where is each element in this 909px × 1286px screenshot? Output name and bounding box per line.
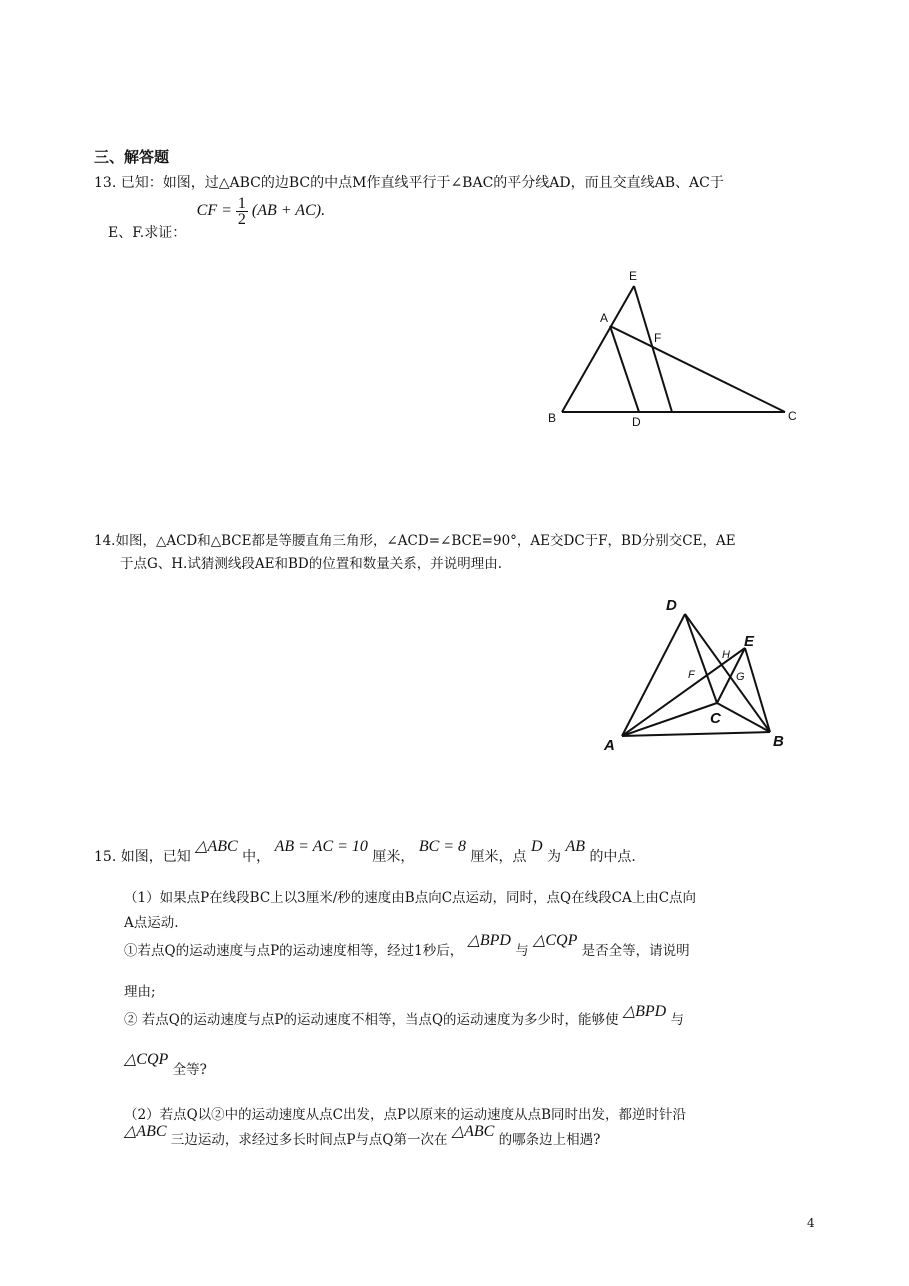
- q13-figure: [540, 262, 810, 432]
- q14-line-db: [685, 614, 770, 732]
- q15-p1a-line2: 理由;: [124, 984, 156, 1000]
- q15-intro-c: 厘米，: [372, 849, 415, 865]
- q14-label-a: A: [604, 737, 615, 754]
- q15-p1-line2: A点运动.: [124, 915, 179, 931]
- q15-p2-suffix: 的哪条边上相遇?: [498, 1132, 601, 1148]
- q13-label-e: E: [629, 269, 638, 283]
- q15-p1b-prefix: ② 若点Q的运动速度与点P的运动速度不相等，当点Q的运动速度为多少时，能够使: [124, 1012, 619, 1028]
- q15-p2-tri: △ABC: [124, 1123, 167, 1140]
- q15-p1a-suffix: 是否全等，请说明: [581, 943, 690, 959]
- q15-p1b-tri-cqp: △CQP: [124, 1051, 169, 1068]
- q15-tri-abc: △ABC: [195, 838, 238, 855]
- q15-intro-e: 为: [546, 849, 561, 865]
- q14-label-c: C: [710, 710, 721, 727]
- q13-formula-lhs: CF =: [196, 202, 232, 220]
- q14-label-b: B: [773, 733, 784, 750]
- q14-label-d: D: [666, 597, 677, 614]
- q15-p1a-tri-bpd: △BPD: [467, 932, 511, 949]
- q13-label-b: B: [548, 411, 557, 425]
- section-title: 三、解答题: [94, 148, 170, 166]
- q15-p2-tri2: △ABC: [451, 1123, 495, 1140]
- q15-p2-mid: 三边运动，求经过多长时间点P与点Q第一次在: [170, 1132, 448, 1148]
- q13-label-a: A: [600, 311, 609, 325]
- q15-p1a-prefix: ①若点Q的运动速度与点P的运动速度相等，经过1秒后，: [124, 943, 464, 959]
- q15-p1a-mid: 与: [515, 943, 529, 959]
- q13-label-c: C: [788, 409, 797, 423]
- q13-fraction: [236, 196, 248, 227]
- q15-intro-d: 厘米，点: [470, 849, 527, 865]
- q13-line-ac: [610, 326, 785, 412]
- q13-label-d: D: [632, 415, 641, 429]
- q14-label-g: G: [736, 671, 745, 683]
- q14-figure: [600, 590, 800, 760]
- q14-line1: 14.如图，△ACD和△BCE都是等腰直角三角形，∠ACD=∠BCE=90°，AE交DC于F，BD分别交CE，AE: [94, 533, 736, 549]
- q13-line2-prefix: E、F.求证：: [108, 225, 187, 242]
- q15-intro-f: 的中点.: [589, 849, 636, 865]
- q15-point-d: D: [530, 838, 543, 855]
- q15-intro-b: 中，: [242, 849, 271, 865]
- q15-p2-line1: （2）若点Q以②中的运动速度从点C出发，点P以原来的运动速度从点B同时出发，都逆时针沿: [124, 1107, 686, 1123]
- q15-ab-ac: AB = AC = 10: [274, 838, 368, 855]
- q15-p1b-tri-bpd: △BPD: [622, 1003, 667, 1020]
- q14-line-ae: [622, 648, 745, 736]
- q13-label-f: F: [654, 331, 662, 345]
- q13-line2: [108, 195, 326, 242]
- q15-intro: [94, 836, 636, 865]
- q15-p1b-mid: 与: [670, 1012, 685, 1028]
- q14-line-ab: [622, 732, 770, 736]
- q13-formula: [196, 195, 326, 228]
- q15-segment-ab: AB: [565, 838, 585, 855]
- page-number: 4: [807, 1216, 815, 1230]
- q15-p1a: [124, 929, 690, 959]
- q14-label-e: E: [744, 633, 755, 650]
- q15-intro-a: 15. 如图，已知: [94, 849, 191, 865]
- q15-bc: BC = 8: [418, 838, 467, 855]
- q14-label-h: H: [722, 649, 730, 661]
- q15-p2-line2: [124, 1120, 601, 1148]
- q15-p1a-tri-cqp: △CQP: [533, 932, 578, 949]
- q13-formula-rhs: (AB + AC).: [251, 202, 326, 220]
- q13-line1: 13. 已知：如图，过△ABC的边BC的中点M作直线平行于∠BAC的平分线AD，而且交直线AB、AC于: [94, 175, 724, 191]
- q15-p1b-suffix: 全等?: [172, 1062, 207, 1078]
- q14-line-dc: [685, 614, 717, 703]
- q13-frac-den: 2: [237, 211, 246, 228]
- q14-line2: 于点G、H.试猜测线段AE和BD的位置和数量关系，并说明理由.: [120, 556, 502, 572]
- q14-label-f: F: [688, 669, 695, 681]
- q13-line-be: [562, 286, 634, 412]
- q15-p1b-line2: [124, 1048, 207, 1078]
- q13-line-em: [634, 286, 672, 412]
- q13-frac-num: 1: [237, 195, 246, 212]
- q15-p1b: [124, 1000, 685, 1028]
- q15-p1-line1: （1）如果点P在线段BC上以3厘米/秒的速度由B点向C点运动，同时，点Q在线段CA上由C点向: [124, 890, 697, 906]
